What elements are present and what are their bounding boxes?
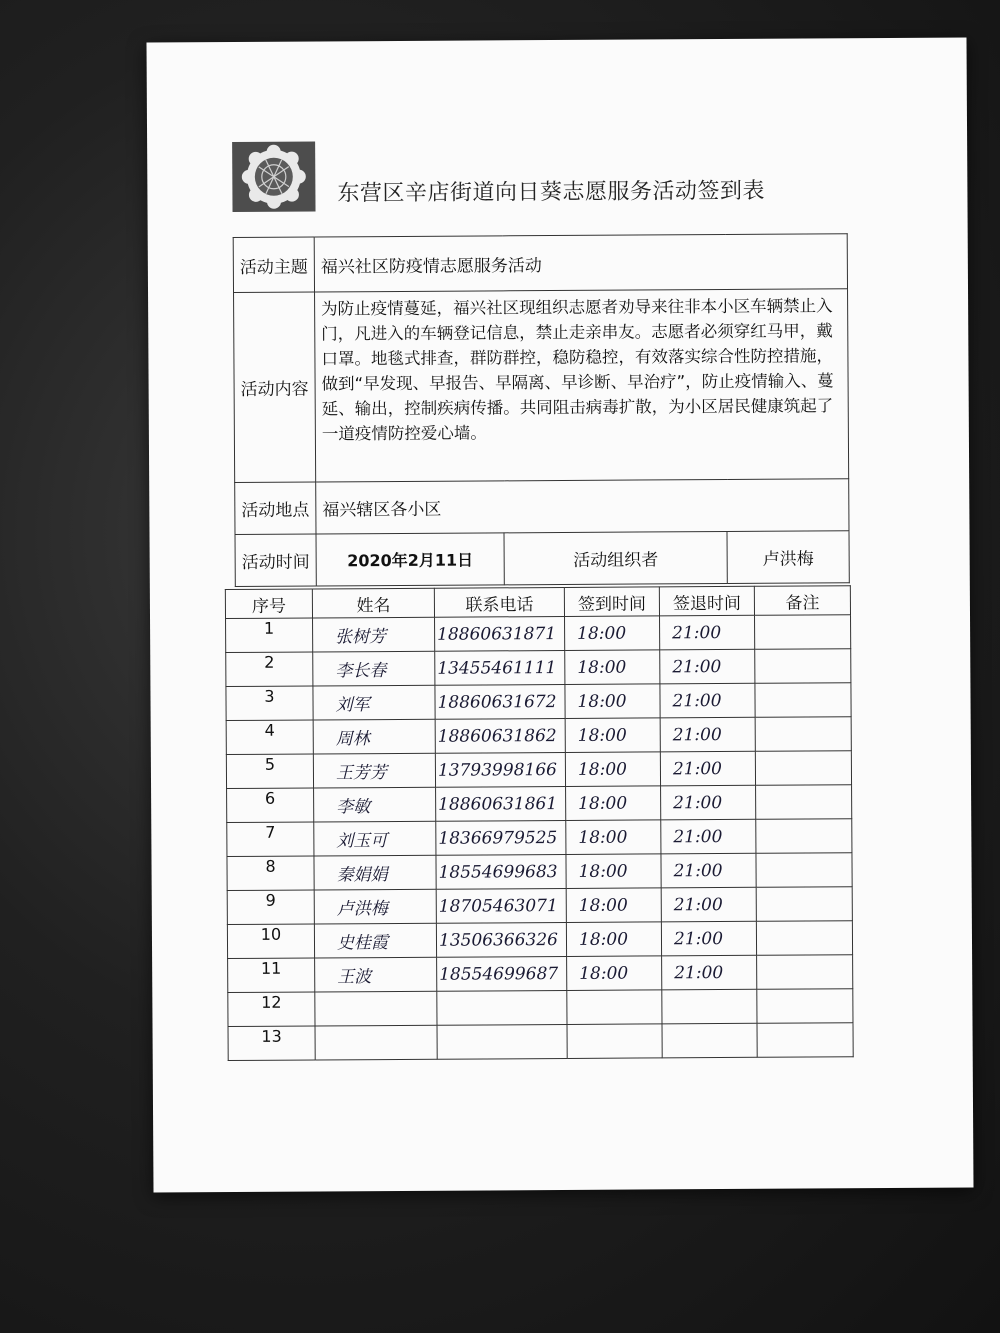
row-number: 12	[228, 992, 315, 1027]
header-signin-time: 签到时间	[564, 587, 659, 617]
row-number: 1	[226, 618, 313, 653]
location-value: 福兴辖区各小区	[316, 479, 849, 534]
table-row	[226, 683, 851, 721]
row-note	[755, 751, 851, 786]
header-no: 序号	[225, 589, 312, 619]
content-label: 活动内容	[234, 292, 316, 482]
row-signout-time: 21:00	[660, 615, 755, 650]
row-signout-time: 21:00	[661, 785, 756, 820]
row-signout-time: 21:00	[662, 955, 757, 990]
table-row	[226, 751, 851, 789]
row-signin-time	[567, 1024, 662, 1059]
row-number: 9	[227, 890, 314, 925]
row-signin-time: 18:00	[565, 684, 660, 719]
row-name	[315, 1025, 437, 1060]
table-row	[228, 989, 853, 1027]
row-signin-time	[567, 990, 662, 1025]
sign-in-sheet	[146, 38, 973, 1193]
row-phone: 18705463071	[436, 888, 566, 923]
theme-value: 福兴社区防疫情志愿服务活动	[314, 234, 847, 292]
location-label: 活动地点	[235, 482, 316, 534]
row-signin-time: 18:00	[566, 820, 661, 855]
row-number: 6	[227, 788, 314, 823]
row-name: 王波	[315, 957, 437, 992]
row-name: 周林	[313, 719, 435, 754]
row-signin-time: 18:00	[565, 616, 660, 651]
row-signout-time	[662, 1023, 757, 1058]
row-note	[756, 819, 852, 854]
row-name: 卢洪梅	[314, 889, 436, 924]
row-note	[757, 955, 853, 990]
row-phone	[437, 1024, 567, 1059]
row-number: 8	[227, 856, 314, 891]
row-name	[315, 991, 437, 1026]
header-signout-time: 签退时间	[659, 586, 754, 616]
row-signout-time: 21:00	[660, 649, 755, 684]
row-signout-time	[662, 989, 757, 1024]
header-note: 备注	[754, 586, 850, 616]
row-name: 李敏	[314, 787, 436, 822]
row-phone: 18860631862	[435, 718, 565, 753]
row-signin-time: 18:00	[566, 786, 661, 821]
time-value: 2020年2月11日	[316, 533, 504, 586]
row-number: 3	[226, 686, 313, 721]
row-phone: 13793998166	[435, 752, 565, 787]
row-note	[756, 887, 852, 922]
row-name: 刘玉可	[314, 821, 436, 856]
row-signout-time: 21:00	[660, 751, 755, 786]
row-phone: 18554699683	[436, 854, 566, 889]
time-label: 活动时间	[235, 534, 316, 586]
row-note	[757, 989, 853, 1024]
table-row	[228, 955, 853, 993]
table-row	[227, 887, 852, 925]
row-name: 秦娟娟	[314, 855, 436, 890]
row-phone: 13506366326	[436, 922, 566, 957]
table-row	[227, 921, 852, 959]
row-number: 10	[227, 924, 314, 959]
table-row	[227, 819, 852, 857]
row-name: 刘军	[313, 685, 435, 720]
row-name: 王芳芳	[313, 753, 435, 788]
activity-info-table	[233, 233, 850, 587]
row-signout-time: 21:00	[661, 887, 756, 922]
table-row	[228, 1023, 853, 1061]
table-row	[226, 649, 851, 687]
organizer-label: 活动组织者	[504, 531, 727, 584]
row-signin-time: 18:00	[566, 854, 661, 889]
row-number: 2	[226, 652, 313, 687]
row-number: 5	[226, 754, 313, 789]
theme-label: 活动主题	[233, 237, 314, 292]
row-note	[756, 921, 852, 956]
row-phone: 18860631871	[435, 616, 565, 651]
row-signin-time: 18:00	[567, 956, 662, 991]
row-signin-time: 18:00	[565, 752, 660, 787]
row-signin-time: 18:00	[566, 888, 661, 923]
row-note	[755, 717, 851, 752]
row-name: 李长春	[313, 651, 435, 686]
table-header-row	[225, 586, 850, 619]
row-phone: 13455461111	[435, 650, 565, 685]
sunflower-logo-icon	[232, 141, 315, 212]
row-signout-time: 21:00	[660, 683, 755, 718]
table-row	[226, 615, 851, 653]
row-phone: 18366979525	[436, 820, 566, 855]
row-phone: 18554699687	[437, 956, 567, 991]
organizer-value: 卢洪梅	[727, 531, 849, 584]
row-signout-time: 21:00	[660, 717, 755, 752]
row-phone: 18860631861	[436, 786, 566, 821]
row-name: 史桂霞	[314, 923, 436, 958]
row-signin-time: 18:00	[565, 650, 660, 685]
row-number: 13	[228, 1026, 315, 1061]
row-number: 4	[226, 720, 313, 755]
row-note	[757, 1023, 853, 1058]
row-number: 7	[227, 822, 314, 857]
row-note	[755, 683, 851, 718]
header-phone: 联系电话	[434, 587, 564, 617]
header-name: 姓名	[312, 588, 434, 618]
row-signin-time: 18:00	[566, 922, 661, 957]
row-signin-time: 18:00	[565, 718, 660, 753]
table-row	[227, 853, 852, 891]
row-note	[756, 785, 852, 820]
row-signout-time: 21:00	[661, 921, 756, 956]
sign-in-table	[225, 585, 854, 1061]
content-value: 为防止疫情蔓延，福兴社区现组织志愿者劝导来往非本小区车辆禁止入门，凡进入的车辆登记信息，禁止走亲串友。志愿者必须穿红马甲，戴口罩。地毯式排查，群防群控，稳防稳控，有效落实综合性防控措施，做到“早发现、早报告、早隔离、早诊断、早治疗”，防止疫情输入、蔓延、输出，控制疾病传播。共同阻击病毒扩散，为小区居民健康筑起了一道疫情防控爱心墙。	[315, 289, 849, 482]
row-note	[755, 615, 851, 650]
row-number: 11	[228, 958, 315, 993]
table-row	[226, 717, 851, 755]
row-signout-time: 21:00	[661, 819, 756, 854]
row-note	[756, 853, 852, 888]
row-signout-time: 21:00	[661, 853, 756, 888]
row-note	[755, 649, 851, 684]
row-phone	[437, 990, 567, 1025]
row-name: 张树芳	[313, 617, 435, 652]
row-phone: 18860631672	[435, 684, 565, 719]
table-row	[227, 785, 852, 823]
page-title: 东营区辛店街道向日葵志愿服务活动签到表	[337, 178, 766, 207]
